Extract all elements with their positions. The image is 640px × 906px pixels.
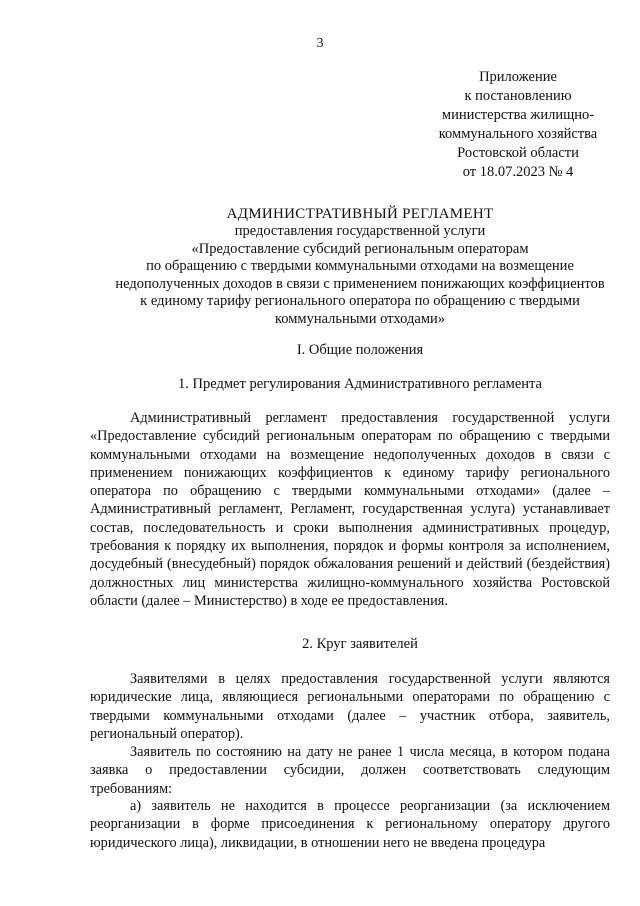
appendix-line: Приложение <box>479 69 557 85</box>
section-heading: I. Общие положения <box>296 342 424 358</box>
appendix-line: Ростовской области <box>457 145 579 161</box>
subtitle-line: недополученных доходов в связи с применением понижающих коэффициентов <box>115 275 605 292</box>
subtitle-line: «Предоставление субсидий региональным операторам <box>191 240 529 257</box>
subtitle-line: по обращению с твердыми коммунальными отходами на возмещение <box>146 258 574 275</box>
paragraph: Заявителями в целях предоставления государственной услуги являются юридические лица, являющиеся региональными операторами по обращению с твердыми коммунальными отходами (далее – участник отбора, заявитель, региональный оператор). <box>90 671 610 742</box>
appendix-line: от 18.07.2023 № 4 <box>462 164 574 180</box>
appendix-line: к постановлению <box>464 88 572 104</box>
appendix-block <box>418 68 618 182</box>
subtitle-line: предоставления государственной услуги <box>234 223 486 239</box>
subtitle-line: коммунальными отходами» <box>274 310 446 327</box>
subsection-heading: 2. Круг заявителей <box>302 636 418 652</box>
document-title: АДМИНИСТРАТИВНЫЙ РЕГЛАМЕНТ <box>226 206 494 222</box>
document-subtitle <box>80 223 640 329</box>
appendix-line: коммунального хозяйства <box>438 126 598 142</box>
subsection-heading: 1. Предмет регулирования Административного регламента <box>178 376 542 392</box>
subtitle-line: к единому тарифу регионального оператора по обращению с твердыми <box>140 293 580 310</box>
paragraph: Заявитель по состоянию на дату не ранее 1 числа месяца, в котором подана заявка о предоставлении субсидии, должен соответствовать следующим требованиям: <box>90 744 610 797</box>
paragraph: Административный регламент предоставления государственной услуги «Предоставление субсидий региональным операторам по обращению с твердыми коммунальными отходами на возмещение недополученных доходов в связи с применением понижающих коэффициентов к единому тарифу регионального оператора по обращению с твердыми коммунальными отходами» (далее – Административный регламент, Регламент, государственная услуга) устанавливает состав, последовательность и сроки выполнения административных процедур, требования к порядку их выполнения, порядок и формы контроля за исполнением, досудебный (внесудебный) порядок обжалования решений и действий (бездействия) должностных лиц министерства жилищно-коммунального хозяйства Ростовской области (далее – Министерство) в ходе ее предоставления. <box>90 410 610 609</box>
title-block <box>80 205 640 329</box>
page-number: 3 <box>316 36 324 51</box>
appendix-line: министерства жилищно- <box>441 107 595 123</box>
paragraph: а) заявитель не находится в процессе реорганизации (за исключением реорганизации в форме присоединения к региональному оператору другого юридического лица), ликвидации, в отношении него не введена процедура <box>90 798 610 851</box>
